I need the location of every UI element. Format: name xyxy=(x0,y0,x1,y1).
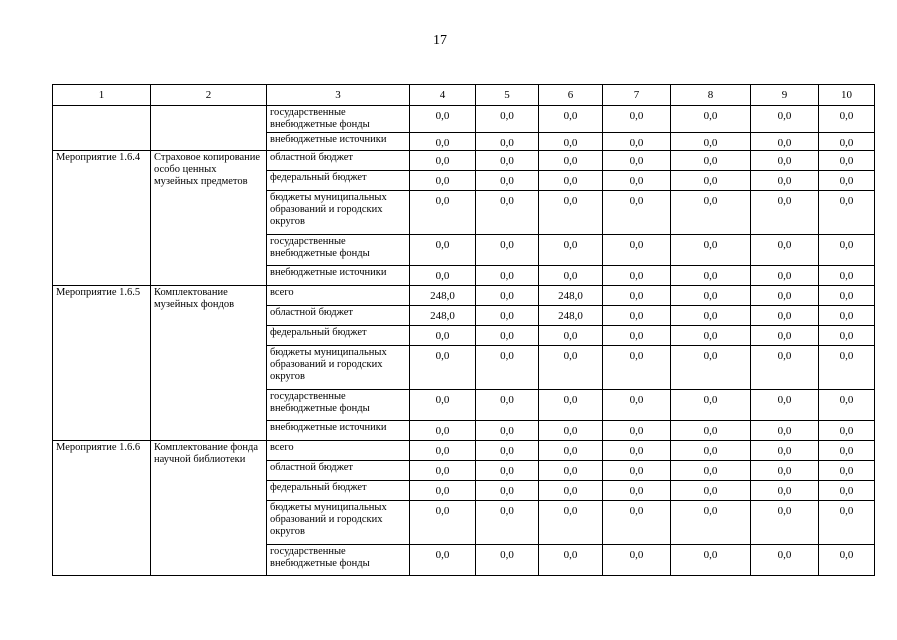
table-body xyxy=(53,106,875,576)
value-cell: 0,0 xyxy=(539,266,603,286)
value-cell: 0,0 xyxy=(751,441,819,461)
value-cell: 0,0 xyxy=(819,191,875,235)
value-cell: 0,0 xyxy=(671,306,751,326)
value-cell: 0,0 xyxy=(751,481,819,501)
value-cell: 0,0 xyxy=(751,235,819,266)
value-cell: 0,0 xyxy=(751,106,819,133)
value-cell: 0,0 xyxy=(671,106,751,133)
value-cell: 0,0 xyxy=(671,390,751,421)
value-cell: 0,0 xyxy=(603,501,671,545)
value-cell: 0,0 xyxy=(539,151,603,171)
value-cell: 0,0 xyxy=(410,266,476,286)
funding-source-cell: внебюджетные источники xyxy=(267,421,410,441)
description-cell: Комплектование музейных фондов xyxy=(151,286,267,441)
value-cell: 0,0 xyxy=(410,545,476,576)
value-cell: 0,0 xyxy=(819,106,875,133)
value-cell: 0,0 xyxy=(819,441,875,461)
value-cell: 0,0 xyxy=(819,326,875,346)
value-cell: 0,0 xyxy=(751,390,819,421)
header-cell: 7 xyxy=(603,85,671,106)
value-cell: 0,0 xyxy=(476,461,539,481)
value-cell: 0,0 xyxy=(476,441,539,461)
value-cell: 0,0 xyxy=(671,441,751,461)
activity-cell: Мероприятие 1.6.4 xyxy=(53,151,151,286)
value-cell: 0,0 xyxy=(819,306,875,326)
table-row xyxy=(53,106,875,133)
table-row xyxy=(53,441,875,461)
value-cell: 0,0 xyxy=(603,306,671,326)
value-cell: 0,0 xyxy=(476,481,539,501)
value-cell: 0,0 xyxy=(671,461,751,481)
funding-source-cell: областной бюджет xyxy=(267,461,410,481)
value-cell: 0,0 xyxy=(751,421,819,441)
value-cell: 0,0 xyxy=(476,286,539,306)
value-cell: 0,0 xyxy=(671,326,751,346)
value-cell: 248,0 xyxy=(410,286,476,306)
value-cell: 0,0 xyxy=(603,421,671,441)
value-cell: 0,0 xyxy=(476,545,539,576)
value-cell: 0,0 xyxy=(819,421,875,441)
value-cell: 0,0 xyxy=(539,545,603,576)
value-cell: 0,0 xyxy=(819,346,875,390)
funding-source-cell: всего xyxy=(267,286,410,306)
value-cell: 0,0 xyxy=(603,326,671,346)
value-cell: 0,0 xyxy=(819,481,875,501)
header-cell: 4 xyxy=(410,85,476,106)
funding-source-cell: государственные внебюджетные фонды xyxy=(267,106,410,133)
header-cell: 8 xyxy=(671,85,751,106)
value-cell: 0,0 xyxy=(476,106,539,133)
value-cell: 0,0 xyxy=(671,286,751,306)
funding-source-cell: государственные внебюджетные фонды xyxy=(267,235,410,266)
value-cell: 0,0 xyxy=(751,266,819,286)
value-cell: 0,0 xyxy=(539,235,603,266)
value-cell: 0,0 xyxy=(410,171,476,191)
value-cell: 0,0 xyxy=(410,133,476,151)
value-cell: 0,0 xyxy=(603,390,671,421)
value-cell: 0,0 xyxy=(476,421,539,441)
value-cell: 0,0 xyxy=(476,133,539,151)
activity-cell: Мероприятие 1.6.6 xyxy=(53,441,151,576)
value-cell: 0,0 xyxy=(671,421,751,441)
funding-source-cell: бюджеты муниципальных образований и городских округов xyxy=(267,191,410,235)
value-cell: 0,0 xyxy=(671,266,751,286)
value-cell: 0,0 xyxy=(751,191,819,235)
value-cell: 0,0 xyxy=(603,461,671,481)
value-cell: 0,0 xyxy=(410,151,476,171)
header-cell: 9 xyxy=(751,85,819,106)
value-cell: 0,0 xyxy=(539,133,603,151)
value-cell: 0,0 xyxy=(751,286,819,306)
value-cell: 0,0 xyxy=(410,481,476,501)
value-cell: 0,0 xyxy=(410,235,476,266)
value-cell: 0,0 xyxy=(671,235,751,266)
value-cell: 0,0 xyxy=(671,133,751,151)
value-cell: 0,0 xyxy=(671,151,751,171)
value-cell: 0,0 xyxy=(603,286,671,306)
value-cell: 0,0 xyxy=(476,151,539,171)
value-cell: 0,0 xyxy=(751,346,819,390)
value-cell: 0,0 xyxy=(476,235,539,266)
page-number: 17 xyxy=(433,33,447,48)
funding-source-cell: федеральный бюджет xyxy=(267,326,410,346)
activity-cell xyxy=(53,106,151,151)
funding-table xyxy=(52,84,875,576)
funding-source-cell: областной бюджет xyxy=(267,151,410,171)
value-cell: 0,0 xyxy=(603,151,671,171)
value-cell: 0,0 xyxy=(671,346,751,390)
funding-source-cell: федеральный бюджет xyxy=(267,171,410,191)
value-cell: 0,0 xyxy=(476,266,539,286)
funding-source-cell: бюджеты муниципальных образований и городских округов xyxy=(267,346,410,390)
funding-source-cell: федеральный бюджет xyxy=(267,481,410,501)
value-cell: 0,0 xyxy=(819,133,875,151)
value-cell: 0,0 xyxy=(539,326,603,346)
value-cell: 0,0 xyxy=(539,461,603,481)
value-cell: 0,0 xyxy=(603,191,671,235)
value-cell: 0,0 xyxy=(751,461,819,481)
value-cell: 248,0 xyxy=(410,306,476,326)
header-cell: 3 xyxy=(267,85,410,106)
value-cell: 0,0 xyxy=(751,545,819,576)
value-cell: 0,0 xyxy=(539,191,603,235)
value-cell: 0,0 xyxy=(819,390,875,421)
value-cell: 0,0 xyxy=(410,191,476,235)
funding-source-cell: государственные внебюджетные фонды xyxy=(267,390,410,421)
value-cell: 0,0 xyxy=(603,106,671,133)
value-cell: 0,0 xyxy=(539,441,603,461)
value-cell: 0,0 xyxy=(539,171,603,191)
value-cell: 0,0 xyxy=(671,171,751,191)
value-cell: 0,0 xyxy=(476,390,539,421)
value-cell: 0,0 xyxy=(819,151,875,171)
value-cell: 0,0 xyxy=(410,441,476,461)
value-cell: 0,0 xyxy=(539,481,603,501)
value-cell: 0,0 xyxy=(476,326,539,346)
header-cell: 6 xyxy=(539,85,603,106)
value-cell: 0,0 xyxy=(603,545,671,576)
description-cell xyxy=(151,106,267,151)
description-cell: Комплектование фонда научной библиотеки xyxy=(151,441,267,576)
value-cell: 0,0 xyxy=(476,191,539,235)
value-cell: 0,0 xyxy=(603,481,671,501)
value-cell: 0,0 xyxy=(603,441,671,461)
header-cell: 5 xyxy=(476,85,539,106)
value-cell: 0,0 xyxy=(476,306,539,326)
value-cell: 0,0 xyxy=(410,326,476,346)
funding-source-cell: бюджеты муниципальных образований и городских округов xyxy=(267,501,410,545)
header-row xyxy=(53,85,875,106)
funding-source-cell: внебюджетные источники xyxy=(267,133,410,151)
value-cell: 0,0 xyxy=(603,346,671,390)
value-cell: 0,0 xyxy=(410,461,476,481)
value-cell: 0,0 xyxy=(671,191,751,235)
value-cell: 0,0 xyxy=(819,235,875,266)
funding-source-cell: внебюджетные источники xyxy=(267,266,410,286)
value-cell: 248,0 xyxy=(539,306,603,326)
value-cell: 0,0 xyxy=(603,133,671,151)
description-cell: Страховое копирование особо ценных музейных предметов xyxy=(151,151,267,286)
table-row xyxy=(53,286,875,306)
value-cell: 0,0 xyxy=(539,106,603,133)
value-cell: 0,0 xyxy=(603,235,671,266)
header-cell: 1 xyxy=(53,85,151,106)
table-row xyxy=(53,151,875,171)
value-cell: 0,0 xyxy=(476,346,539,390)
value-cell: 0,0 xyxy=(819,171,875,191)
value-cell: 0,0 xyxy=(751,133,819,151)
value-cell: 0,0 xyxy=(410,106,476,133)
value-cell: 0,0 xyxy=(476,171,539,191)
value-cell: 248,0 xyxy=(539,286,603,306)
value-cell: 0,0 xyxy=(671,481,751,501)
value-cell: 0,0 xyxy=(410,390,476,421)
header-cell: 10 xyxy=(819,85,875,106)
funding-source-cell: всего xyxy=(267,441,410,461)
header-cell: 2 xyxy=(151,85,267,106)
value-cell: 0,0 xyxy=(819,545,875,576)
value-cell: 0,0 xyxy=(819,286,875,306)
funding-source-cell: государственные внебюджетные фонды xyxy=(267,545,410,576)
value-cell: 0,0 xyxy=(476,501,539,545)
value-cell: 0,0 xyxy=(603,171,671,191)
value-cell: 0,0 xyxy=(539,346,603,390)
activity-cell: Мероприятие 1.6.5 xyxy=(53,286,151,441)
value-cell: 0,0 xyxy=(539,421,603,441)
value-cell: 0,0 xyxy=(751,171,819,191)
value-cell: 0,0 xyxy=(751,306,819,326)
value-cell: 0,0 xyxy=(671,545,751,576)
value-cell: 0,0 xyxy=(819,501,875,545)
value-cell: 0,0 xyxy=(671,501,751,545)
value-cell: 0,0 xyxy=(410,421,476,441)
value-cell: 0,0 xyxy=(410,346,476,390)
value-cell: 0,0 xyxy=(603,266,671,286)
value-cell: 0,0 xyxy=(539,390,603,421)
value-cell: 0,0 xyxy=(539,501,603,545)
value-cell: 0,0 xyxy=(410,501,476,545)
value-cell: 0,0 xyxy=(751,326,819,346)
value-cell: 0,0 xyxy=(819,266,875,286)
value-cell: 0,0 xyxy=(751,151,819,171)
value-cell: 0,0 xyxy=(819,461,875,481)
funding-source-cell: областной бюджет xyxy=(267,306,410,326)
value-cell: 0,0 xyxy=(751,501,819,545)
